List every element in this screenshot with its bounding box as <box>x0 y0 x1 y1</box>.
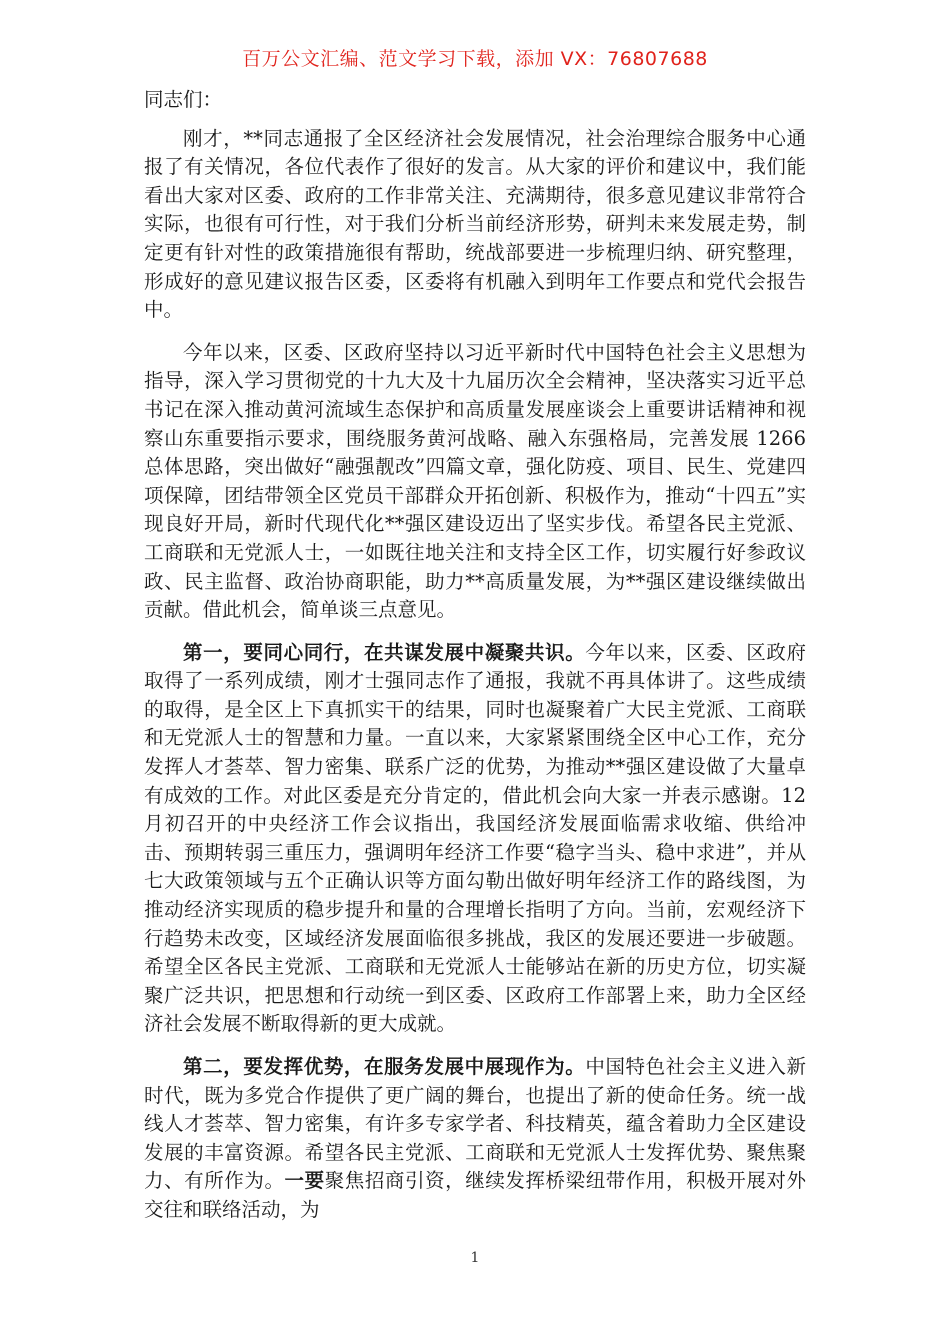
paragraph-text: 刚才，**同志通报了全区经济社会发展情况，社会治理综合服务中心通报了有关情况，各位代表作了很好的发言。从大家的评价和建议中，我们能看出大家对区委、政府的工作非常关注、充满期待，很多意见建议非常符合实际，也很有可行性，对于我们分析当前经济形势，研判未来发展走势，制定更有针对性的政策措施很有帮助，统战部要进一步梳理归纳、研究整理，形成好的意见建议报告区委，区委将有机融入到明年工作要点和党代会报告中。 <box>144 126 806 322</box>
list-marker: 一要 <box>284 1169 325 1193</box>
watermark-header: 百万公文汇编、范文学习下载，添加 VX：76807688 <box>242 48 708 70</box>
paragraph-text: 聚焦招商引资，继续发挥桥梁纽带作用，积极开展对外交往和联络活动，为 <box>144 1169 806 1221</box>
paragraph-4 <box>144 1053 806 1225</box>
document-body <box>144 86 806 1239</box>
paragraph-text: 今年以来，区委、区政府坚持以习近平新时代中国特色社会主义思想为指导，深入学习贯彻党的十九大及十九届历次全会精神，坚决落实习近平总书记在深入推动黄河流域生态保护和高质量发展座谈会上重要讲话精神和视察山东重要指示要求，围绕服务黄河战略、融入东强格局，完善发展 1266 总体思路，突出做好“融强靓改”四篇文章，强化防疫、项目、民生、党建四项保障，团结带领全区党员干部群众开拓创新、积极作为，推动“十四五”实现良好开局，新时代现代化**强区建设迈出了坚实步伐。希望各民主党派、工商联和无党派人士，一如既往地关注和支持全区工作，切实履行好参政议政、民主监督、政治协商职能，助力**高质量发展，为**强区建设继续做出贡献。借此机会，简单谈三点意见。 <box>144 340 806 622</box>
paragraph-2 <box>144 339 806 625</box>
section-heading: 第二，要发挥优势，在服务发展中展现作为。 <box>183 1055 586 1078</box>
section-heading: 第一，要同心同行，在共谋发展中凝聚共识。 <box>183 640 586 664</box>
paragraph-text: 中国特色社会主义进入新时代，既为多党合作提供了更广阔的舞台，也提出了新的使命任务。统一战线人才荟萃、智力密集，有许多专家学者、科技精英，蕴含着助力全区建设发展的丰富资源。希望各民主党派、工商联和无党派人士发挥优势、聚焦聚力、有所作为。 <box>144 1055 806 1193</box>
paragraph-text: 今年以来，区委、区政府取得了一系列成绩，刚才士强同志作了通报，我就不再具体讲了。这些成绩的取得，是全区上下真抓实干的结果，同时也凝聚着广大民主党派、工商联和无党派人士的智慧和力量。一直以来，大家紧紧围绕全区中心工作，充分发挥人才荟萃、智力密集、联系广泛的优势，为推动**强区建设做了大量卓有成效的工作。对此区委是充分肯定的，借此机会向大家一并表示感谢。12 月初召开的中央经济工作会议指出，我国经济发展面临需求收缩、供给冲击、预期转弱三重压力，强调明年经济工作要“稳字当头、稳中求进”，并从七大政策领域与五个正确认识等方面勾勒出做好明年经济工作的路线图，为推动经济实现质的稳步提升和量的合理增长指明了方向。当前，宏观经济下行趋势未改变，区域经济发展面临很多挑战，我区的发展还要进一步破题。希望全区各民主党派、工商联和无党派人士能够站在新的历史方位，切实凝聚广泛共识，把思想和行动统一到区委、区政府工作部署上来，助力全区经济社会发展不断取得新的更大成就。 <box>144 640 806 1036</box>
paragraph-3 <box>144 639 806 1039</box>
page-number: 1 <box>470 1250 480 1266</box>
paragraph-1 <box>144 125 806 325</box>
greeting: 同志们： <box>144 88 223 111</box>
